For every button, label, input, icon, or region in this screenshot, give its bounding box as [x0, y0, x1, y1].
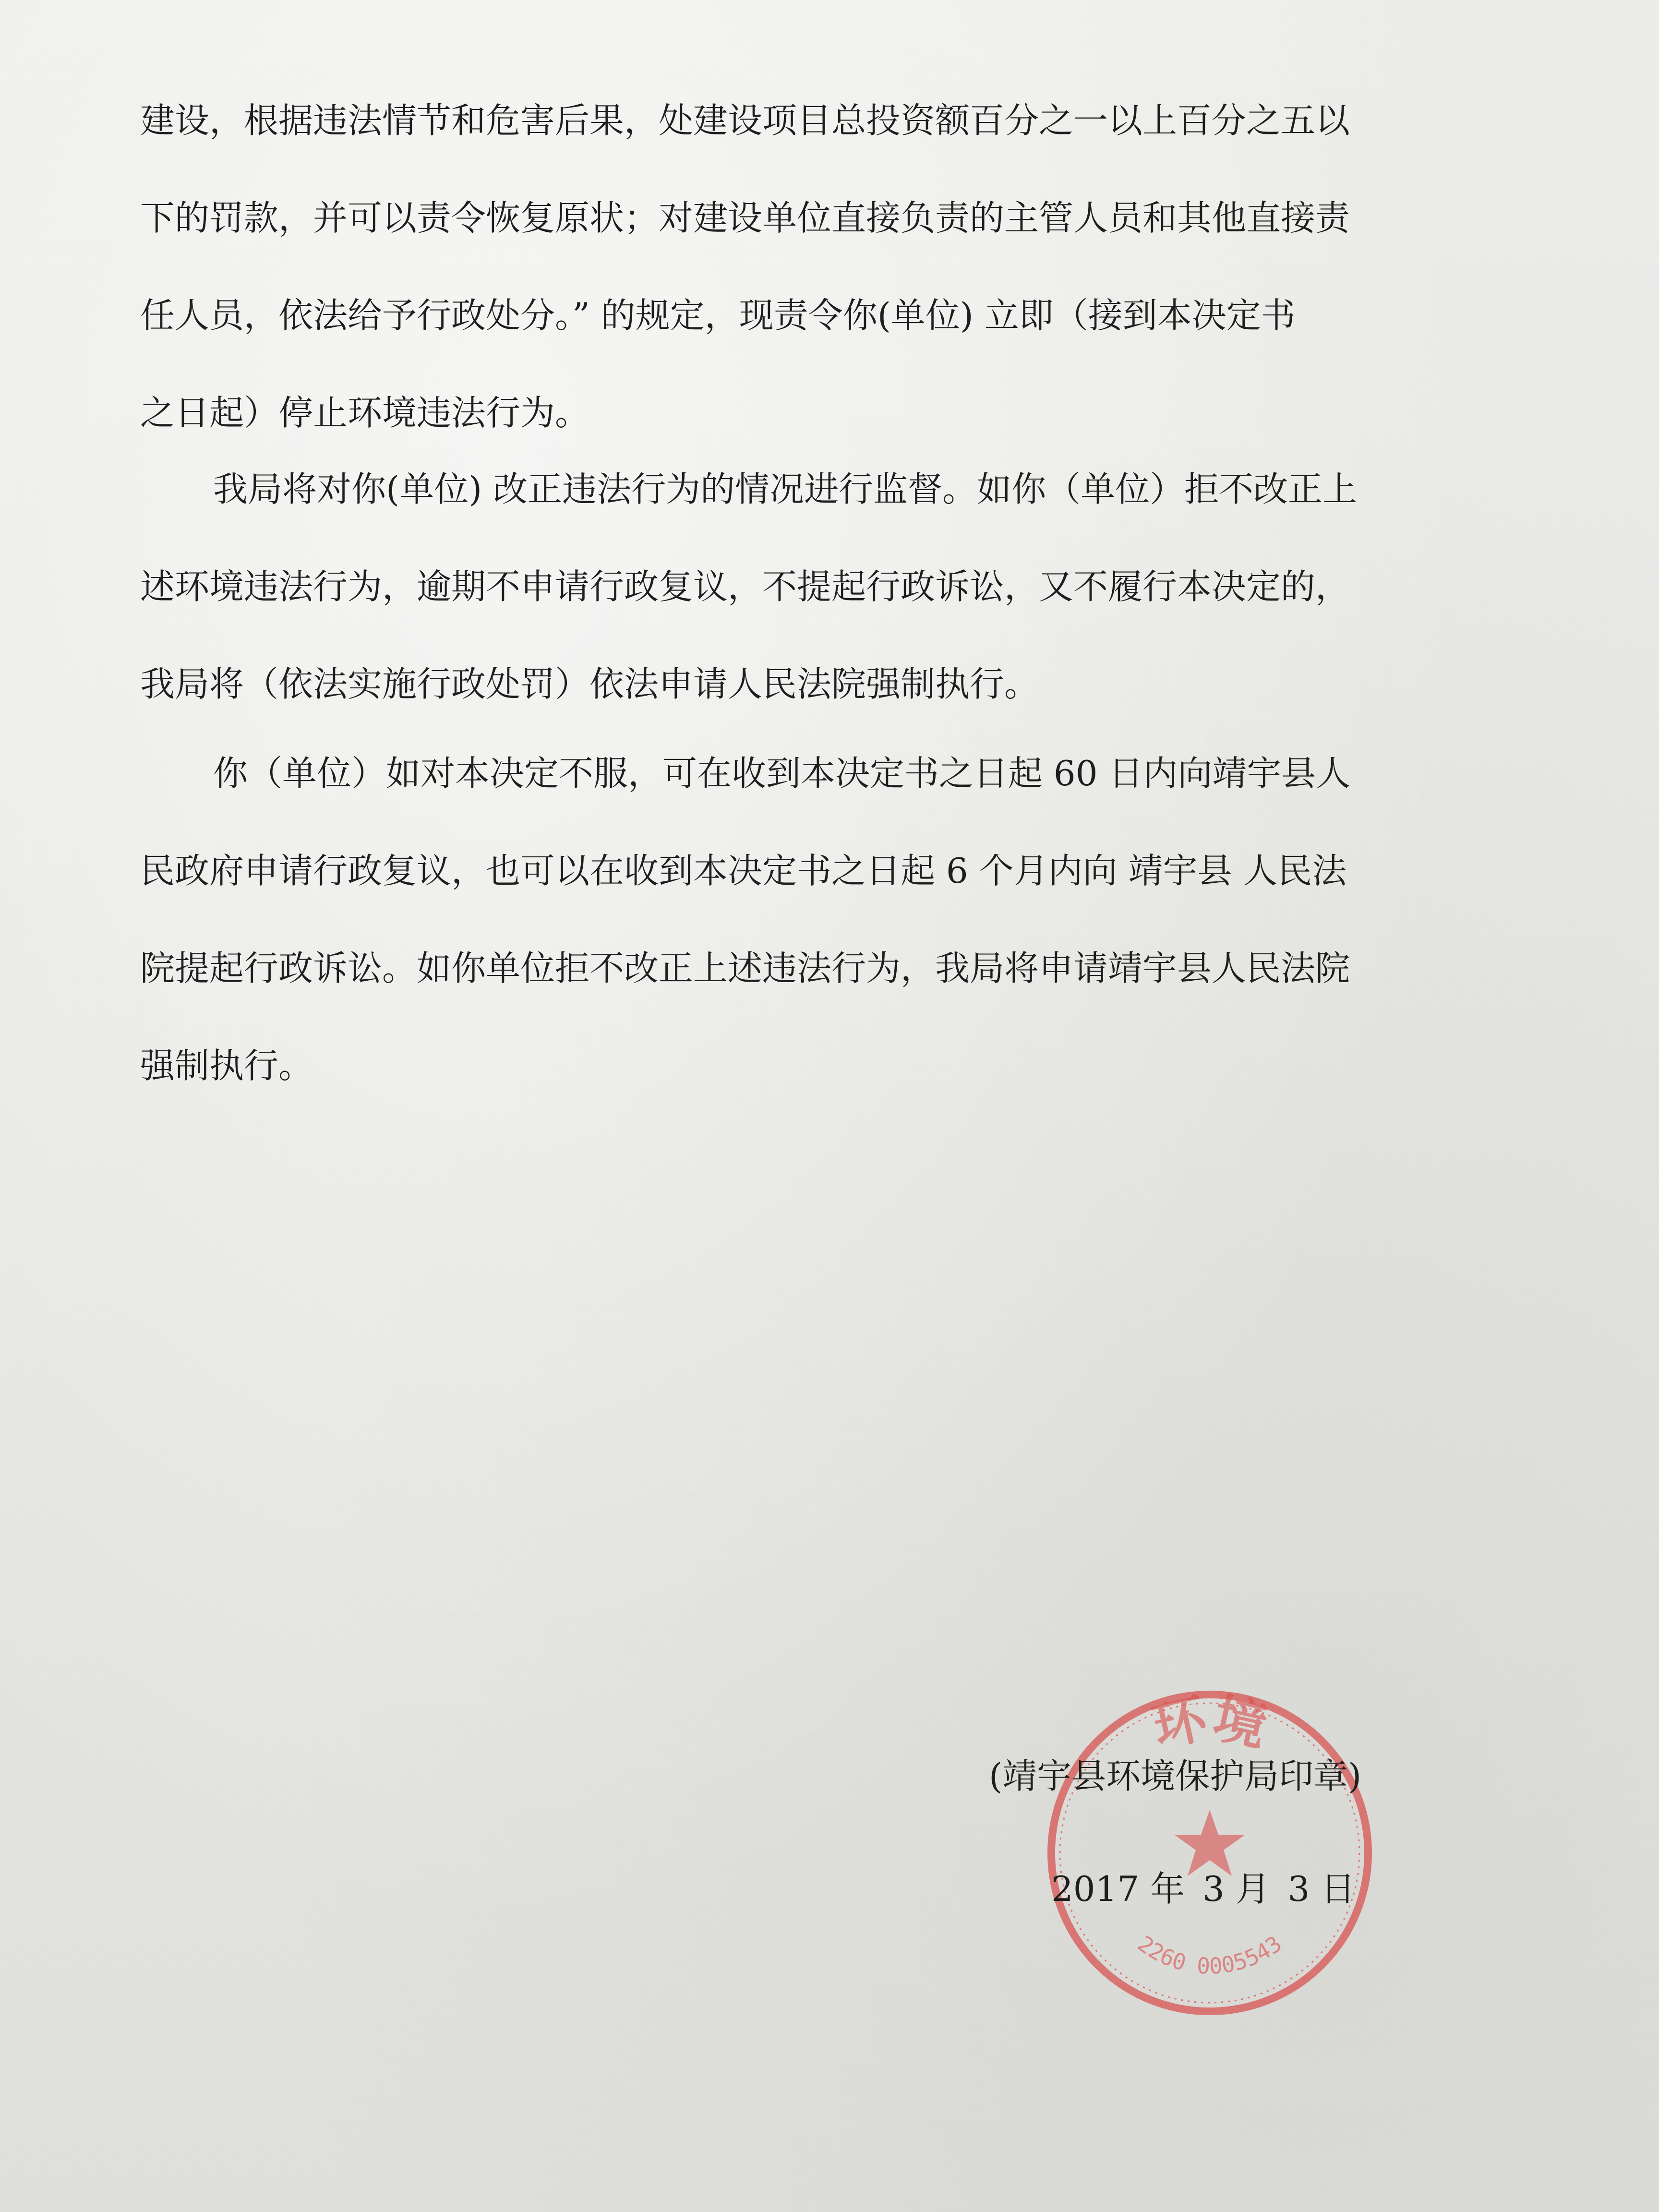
paragraph-supervision — [140, 441, 1398, 733]
date-month: 3 月 — [1202, 1869, 1270, 1909]
text-line: 我局将（依法实施行政处罚）依法申请人民法院强制执行。 — [140, 664, 1039, 704]
text-line: 下的罚款，并可以责令恢复原状；对建设单位直接负责的主管人员和其他直接责 — [140, 198, 1350, 238]
date-day: 3 日 — [1287, 1869, 1356, 1909]
svg-text:环境: 环境 — [1147, 1686, 1273, 1759]
text-line: 民政府申请行政复议，也可以在收到本决定书之日起 6 个月内向 靖宇县 人民法 — [140, 851, 1347, 891]
text-line: 之日起）停止环境违法行为。 — [140, 393, 590, 433]
issue-date — [1051, 1865, 1362, 1913]
issuing-authority-seal-label: (靖宇县环境保护局印章) — [989, 1756, 1362, 1796]
text-line: 强制执行。 — [140, 1046, 313, 1086]
text-line: 任人员，依法给予行政处分。” 的规定，现责令你(单位) 立即（接到本决定书 — [140, 295, 1296, 336]
paragraph-penalty-continuation — [140, 72, 1398, 462]
svg-text:2260 0005543: 2260 0005543 — [1132, 1930, 1287, 1979]
official-seal-stamp — [1027, 1666, 1392, 2031]
paragraph-appeal-rights — [140, 725, 1398, 1115]
text-line: 建设，根据违法情节和危害后果，处建设项目总投资额百分之一以上百分之五以 — [140, 100, 1350, 141]
text-line: 我局将对你(单位) 改正违法行为的情况进行监督。如你（单位）拒不改正上 — [213, 469, 1358, 509]
text-line: 你（单位）如对本决定不服，可在收到本决定书之日起 60 日内向靖宇县人 — [213, 753, 1351, 793]
date-year: 2017 年 — [1051, 1869, 1185, 1909]
text-line: 院提起行政诉讼。如你单位拒不改正上述违法行为，我局将申请靖宇县人民法院 — [140, 948, 1350, 988]
text-line: 述环境违法行为，逾期不申请行政复议，不提起行政诉讼，又不履行本决定的， — [140, 566, 1350, 607]
